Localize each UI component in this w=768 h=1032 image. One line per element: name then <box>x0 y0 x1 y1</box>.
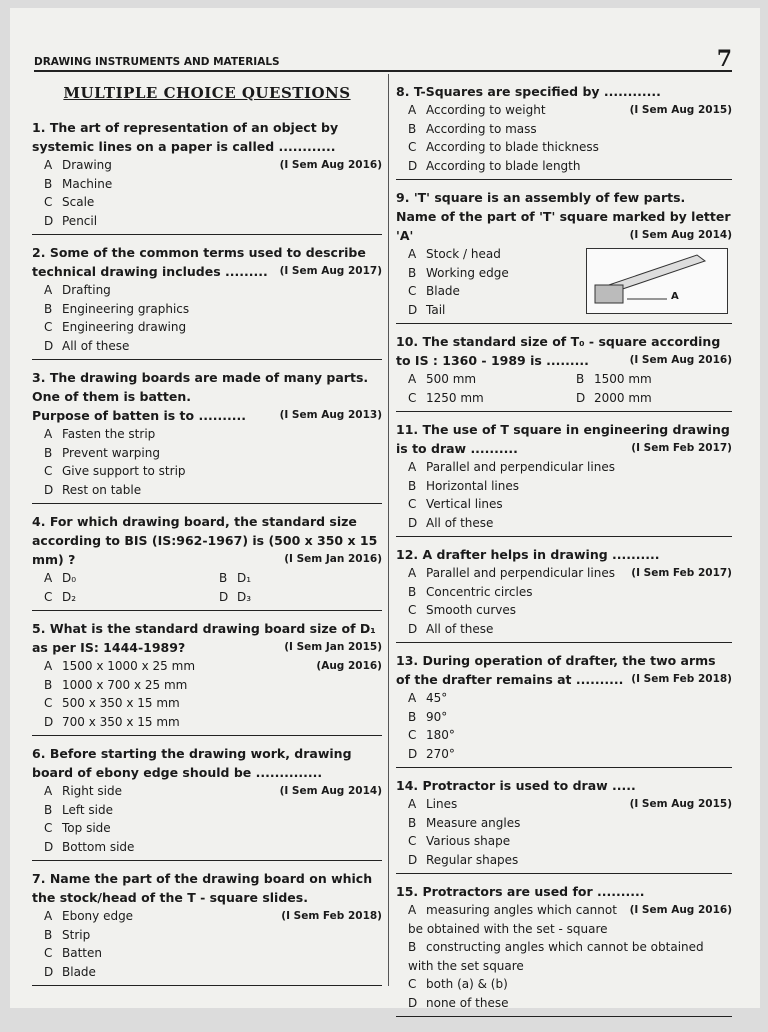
option-text: According to blade length <box>426 158 581 173</box>
column-divider <box>388 74 389 986</box>
option-letter: A <box>408 247 417 261</box>
question-text <box>32 512 382 569</box>
answer-option <box>32 676 382 695</box>
option-letter: B <box>576 372 585 386</box>
option-letter: D <box>44 213 54 228</box>
answer-option <box>396 689 732 708</box>
option-text: D₀ <box>62 571 77 585</box>
question-number: 1. <box>32 120 46 135</box>
option-text: Bottom side <box>62 839 135 854</box>
answer-option <box>207 569 382 588</box>
answer-option <box>396 901 732 938</box>
option-text: Batten <box>62 946 102 960</box>
option-text: Various shape <box>426 834 511 848</box>
option-text: 180° <box>426 728 455 742</box>
option-text: Drawing <box>62 158 112 172</box>
answer-option <box>32 926 382 945</box>
option-row <box>32 588 382 607</box>
option-text: 1500 x 1000 x 25 mm <box>62 659 196 673</box>
option-letter: A <box>408 903 417 917</box>
option-letter: B <box>408 815 417 830</box>
option-text: Give support to strip <box>62 464 186 478</box>
option-text: Left side <box>62 802 113 817</box>
question-stem: The standard size of T₀ - square according to IS : 1360 - 1989 is ......... <box>396 334 721 368</box>
option-text: 1000 x 700 x 25 mm <box>62 677 188 692</box>
option-letter: D <box>44 714 54 729</box>
option-text: Scale <box>62 195 95 209</box>
option-letter: C <box>408 390 417 405</box>
answer-option <box>32 782 382 801</box>
page <box>10 8 760 1008</box>
answer-option <box>396 514 732 533</box>
option-text: 270° <box>426 746 455 761</box>
question-stem: The use of T square in engineering drawing is to draw .......... <box>396 422 730 456</box>
option-letter: B <box>44 927 53 942</box>
answer-option <box>32 300 382 319</box>
question-stem: Some of the common terms used to describe technical drawing includes ......... <box>32 245 366 279</box>
exam-reference: (I Sem Jan 2016) <box>284 553 382 565</box>
option-text: Tail <box>426 302 446 317</box>
question-text <box>32 619 382 657</box>
option-letter: D <box>219 589 229 604</box>
option-letter: C <box>408 140 417 154</box>
answer-option <box>32 193 382 212</box>
question-stem: A drafter helps in drawing .......... <box>422 547 660 562</box>
question-stem: Before starting the drawing work, drawing board of ebony edge should be .............. <box>32 746 352 780</box>
option-text: 2000 mm <box>594 390 652 405</box>
exam-reference: (I Sem Aug 2016) <box>279 159 382 171</box>
question-stem: The drawing boards are made of many parts. One of them is batten. <box>32 370 369 404</box>
question-stem: 'T' square is an assembly of few parts. <box>413 190 686 205</box>
answer-option <box>32 444 382 463</box>
question-text <box>32 368 382 406</box>
answer-option <box>32 838 382 857</box>
option-text: Horizontal lines <box>426 478 519 493</box>
option-letter: B <box>408 265 417 280</box>
option-letter: D <box>408 621 418 636</box>
question-text <box>396 188 732 207</box>
answer-option <box>396 583 732 602</box>
question-stem: For which drawing board, the standard size according to BIS (IS:962-1967) is (500 x 350 x 15 mm) ? <box>32 514 378 567</box>
option-text: Concentric circles <box>426 584 533 599</box>
answer-option <box>396 389 564 408</box>
option-row <box>32 569 382 588</box>
answer-option <box>32 944 382 963</box>
question-number: 12. <box>396 547 419 562</box>
question-block <box>396 418 732 537</box>
exam-reference: (I Sem Aug 2017) <box>279 265 382 277</box>
option-letter: C <box>408 977 417 991</box>
option-letter: D <box>408 515 418 530</box>
chapter-title: DRAWING INSTRUMENTS AND MATERIALS <box>34 56 280 68</box>
question-block <box>32 742 382 861</box>
option-letter: D <box>44 482 54 497</box>
answer-option <box>32 819 382 838</box>
option-letter: C <box>408 284 417 298</box>
option-letter: A <box>44 784 53 798</box>
option-letter: D <box>408 746 418 761</box>
answer-option <box>32 156 382 175</box>
option-text: 45° <box>426 691 448 705</box>
answer-option <box>396 975 732 994</box>
option-letter: B <box>408 709 417 724</box>
option-text: Blade <box>426 284 460 298</box>
answer-option <box>396 994 732 1013</box>
question-text <box>396 651 732 689</box>
option-text: constructing angles which cannot be obtained with the set square <box>408 940 704 973</box>
answer-option <box>396 101 732 120</box>
option-letter: A <box>408 372 417 386</box>
question-stem: Protractors are used for .......... <box>422 884 645 899</box>
option-text: D₃ <box>237 589 252 604</box>
answer-option <box>564 370 732 389</box>
option-text: Strip <box>62 927 91 942</box>
option-letter: B <box>219 571 228 585</box>
option-letter: D <box>44 839 54 854</box>
option-letter: B <box>408 121 417 136</box>
option-letter: B <box>44 176 53 191</box>
option-text: Stock / head <box>426 247 501 261</box>
option-letter: A <box>408 797 417 811</box>
answer-option <box>396 620 732 639</box>
question-stem: Name the part of the drawing board on which the stock/head of the T - square slides. <box>32 871 373 905</box>
option-letter: C <box>408 834 417 848</box>
question-text <box>32 243 382 281</box>
answer-option <box>396 157 732 176</box>
exam-reference: (I Sem Aug 2013) <box>279 409 382 421</box>
right-column <box>396 80 732 1023</box>
question-text <box>396 420 732 458</box>
option-text: both (a) & (b) <box>426 977 508 991</box>
option-text: D₁ <box>237 571 252 585</box>
option-text: 90° <box>426 709 448 724</box>
question-block <box>32 366 382 504</box>
question-text <box>396 332 732 370</box>
answer-option <box>32 907 382 926</box>
option-letter: A <box>408 566 417 580</box>
option-letter: C <box>44 946 53 960</box>
option-text: Drafting <box>62 283 111 297</box>
option-letter: B <box>44 802 53 817</box>
question-block <box>396 186 732 324</box>
option-text: Pencil <box>62 213 98 228</box>
exam-reference: (I Sem Aug 2016) <box>629 354 732 366</box>
option-letter: A <box>44 427 53 441</box>
option-text: All of these <box>62 338 130 353</box>
answer-option <box>32 462 382 481</box>
option-letter: A <box>44 283 53 297</box>
option-text: According to blade thickness <box>426 140 599 154</box>
question-stem: The art of representation of an object by systemic lines on a paper is called ............ <box>32 120 339 154</box>
option-text: Prevent warping <box>62 445 160 460</box>
question-block <box>396 80 732 180</box>
question-number: 7. <box>32 871 46 886</box>
question-stem: T-Squares are specified by ............ <box>413 84 661 99</box>
question-block <box>396 543 732 643</box>
question-block <box>396 330 732 412</box>
question-stem-continued <box>32 406 382 425</box>
exam-reference: (I Sem Feb 2018) <box>281 910 382 922</box>
question-stem-continued <box>396 207 732 245</box>
option-letter: D <box>576 390 586 405</box>
exam-reference: (I Sem Aug 2014) <box>629 229 732 241</box>
option-letter: C <box>44 464 53 478</box>
option-text: Rest on table <box>62 482 142 497</box>
answer-option <box>396 938 732 975</box>
option-text: Parallel and perpendicular lines <box>426 460 615 474</box>
option-text: Vertical lines <box>426 497 503 511</box>
question-block <box>32 241 382 360</box>
option-text: none of these <box>426 995 509 1010</box>
answer-option <box>32 588 207 607</box>
option-letter: B <box>408 478 417 493</box>
left-column <box>32 80 382 992</box>
running-header <box>34 46 732 72</box>
exam-reference: (I Sem Feb 2017) <box>631 442 732 454</box>
question-number: 3. <box>32 370 46 385</box>
option-text: Blade <box>62 964 96 979</box>
option-letter: C <box>44 195 53 209</box>
question-text <box>396 882 732 916</box>
answer-option <box>32 801 382 820</box>
question-block <box>32 867 382 986</box>
answer-option <box>32 337 382 356</box>
option-text: Parallel and perpendicular lines <box>426 566 615 580</box>
option-text: Engineering graphics <box>62 301 190 316</box>
option-letter: B <box>408 584 417 599</box>
exam-reference: (I Sem Aug 2016) <box>629 904 732 916</box>
option-letter: C <box>44 320 53 334</box>
option-text: All of these <box>426 515 494 530</box>
answer-option <box>32 694 382 713</box>
option-letter: B <box>44 677 53 692</box>
question-stem: During operation of drafter, the two arms of the drafter remains at .......... <box>396 653 716 687</box>
option-letter: A <box>408 103 417 117</box>
answer-option <box>396 745 732 764</box>
option-letter: A <box>408 691 417 705</box>
answer-option <box>32 212 382 231</box>
option-text: Right side <box>62 784 122 798</box>
answer-option <box>396 138 732 157</box>
exam-reference: (I Sem Jan 2015) <box>284 641 382 653</box>
answer-option <box>207 588 382 607</box>
question-number: 14. <box>396 778 419 793</box>
answer-option <box>32 713 382 732</box>
question-number: 4. <box>32 514 46 529</box>
question-number: 13. <box>396 653 419 668</box>
option-letter: D <box>408 852 418 867</box>
option-letter: D <box>44 338 54 353</box>
answer-option <box>396 795 732 814</box>
answer-option <box>32 318 382 337</box>
answer-option <box>32 175 382 194</box>
answer-option <box>396 726 732 745</box>
question-block <box>32 116 382 235</box>
option-letter: B <box>408 940 417 954</box>
exam-reference: (I Sem Aug 2014) <box>279 785 382 797</box>
answer-option <box>396 477 732 496</box>
option-text: Working edge <box>426 265 509 280</box>
question-number: 5. <box>32 621 46 636</box>
answer-option <box>32 481 382 500</box>
question-stem: Protractor is used to draw ..... <box>422 778 636 793</box>
answer-option <box>396 370 564 389</box>
answer-option <box>32 963 382 982</box>
option-letter: D <box>408 995 418 1010</box>
t-square-figure <box>586 248 728 314</box>
exam-reference: (I Sem Aug 2015) <box>629 104 732 116</box>
answer-option <box>396 708 732 727</box>
option-text: 1500 mm <box>594 372 652 386</box>
option-row <box>396 370 732 389</box>
answer-option <box>396 495 732 514</box>
option-text: Lines <box>426 797 458 811</box>
option-letter: C <box>44 821 53 835</box>
option-letter: D <box>408 158 418 173</box>
option-text: Smooth curves <box>426 603 516 617</box>
question-number: 10. <box>396 334 419 349</box>
question-number: 2. <box>32 245 46 260</box>
option-text: 700 x 350 x 15 mm <box>62 714 180 729</box>
option-letter: C <box>44 696 53 710</box>
answer-option <box>32 425 382 444</box>
option-text: According to mass <box>426 121 537 136</box>
option-text: Top side <box>62 821 111 835</box>
question-stem-2: Purpose of batten is to .......... <box>32 408 246 423</box>
option-letter: C <box>408 728 417 742</box>
option-text: 500 mm <box>426 372 477 386</box>
option-text: Regular shapes <box>426 852 519 867</box>
answer-option <box>396 458 732 477</box>
option-text: Measure angles <box>426 815 521 830</box>
question-block <box>396 774 732 874</box>
section-title: MULTIPLE CHOICE QUESTIONS <box>63 84 351 102</box>
question-number: 11. <box>396 422 419 437</box>
question-stem-2: Name of the part of 'T' square marked by letter 'A' <box>396 209 731 243</box>
option-text: 500 x 350 x 15 mm <box>62 696 180 710</box>
question-block <box>32 510 382 611</box>
question-block <box>396 880 732 1017</box>
option-text: Fasten the strip <box>62 427 156 441</box>
question-stem: What is the standard drawing board size of D₁ as per IS: 1444-1989? <box>32 621 376 655</box>
answer-option <box>564 389 732 408</box>
figure-label: A <box>671 291 679 302</box>
option-letter: A <box>408 460 417 474</box>
option-letter: C <box>408 603 417 617</box>
option-text: All of these <box>426 621 494 636</box>
option-text: measuring angles which cannot be obtained with the set - square <box>408 903 617 936</box>
option-letter: A <box>44 571 53 585</box>
option-letter: D <box>44 964 54 979</box>
question-block <box>32 617 382 736</box>
exam-reference: (I Sem Feb 2017) <box>631 567 732 579</box>
option-letter: C <box>408 497 417 511</box>
page-number: 7 <box>716 46 732 72</box>
option-text: Ebony edge <box>62 909 134 923</box>
answer-option <box>396 120 732 139</box>
answer-option <box>396 601 732 620</box>
question-number: 8. <box>396 84 410 99</box>
option-letter: B <box>44 445 53 460</box>
option-text: Engineering drawing <box>62 320 187 334</box>
exam-reference-2: (Aug 2016) <box>316 660 382 672</box>
option-letter: C <box>44 589 53 604</box>
option-row <box>396 389 732 408</box>
question-number: 9. <box>396 190 410 205</box>
option-letter: D <box>408 302 418 317</box>
question-number: 15. <box>396 884 419 899</box>
option-letter: B <box>44 301 53 316</box>
answer-option <box>32 657 382 676</box>
answer-option <box>32 281 382 300</box>
option-text: According to weight <box>426 103 546 117</box>
option-text: Machine <box>62 176 113 191</box>
answer-option <box>396 851 732 870</box>
answer-option <box>396 814 732 833</box>
option-letter: A <box>44 909 53 923</box>
option-letter: A <box>44 158 53 172</box>
question-block <box>396 649 732 768</box>
answer-option <box>396 564 732 583</box>
answer-option <box>396 832 732 851</box>
option-text: D₂ <box>62 589 77 604</box>
exam-reference: (I Sem Aug 2015) <box>629 798 732 810</box>
option-letter: A <box>44 659 53 673</box>
answer-option <box>32 569 207 588</box>
option-text: 1250 mm <box>426 390 484 405</box>
question-number: 6. <box>32 746 46 761</box>
exam-reference: (I Sem Feb 2018) <box>631 673 732 685</box>
